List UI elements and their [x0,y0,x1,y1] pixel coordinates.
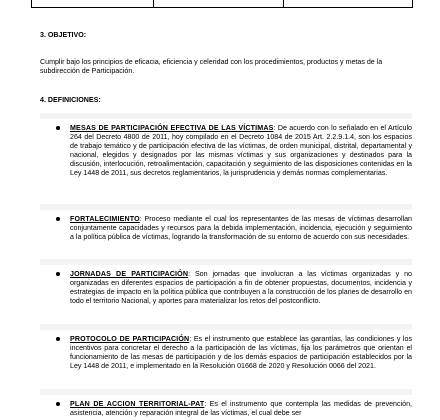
definition-item [70,124,412,179]
section-shading [40,113,412,119]
section-shading [40,259,412,265]
definition-term: JORNADAS DE PARTICIPACIÓN [70,270,189,278]
definition-text: : Proceso mediante el cual los representantes de las mesas de víctimas desarrollan conjuntamente capacidades y recursos para la debida implementación, incidencia, ejecución y seguimiento a la política pública de víctimas, logrando la transformación de su entorno de acuerdo con sus necesidades. [70,215,412,242]
bullet-icon [56,126,60,130]
definition-text: : Son jornadas que involucran a las víctimas organizadas y no organizadas en diferentes espacios de participación a fin de obtener propuestas, documentos, incidencia y estrategias de impacto en la política pública que contribuyen a la construcción de los planes de desarrollo en todo el territorio Nacional, y aportes para materializar los retos del postconflicto. [70,270,413,306]
definition-item [70,270,412,306]
definition-term: FORTALECIMIENTO [70,215,140,223]
definitions-heading: 4. DEFINICIONES: [40,96,101,104]
objective-text: Cumplir bajo los principios de eficacia, eficiencia y celeridad con los procedimientos, productos y metas de la subdirección de Participación. [40,58,383,76]
definition-term: PROTOCOLO DE PARTICIPACIÓN [70,335,190,343]
section-shading [40,389,412,395]
bullet-icon [56,337,60,341]
definition-text: : Es el instrumento que establece las garantías, las condiciones y los incentivos para concretar el derecho a la participación de las víctimas, fija los parámetros que orientan el funcionamiento de las mesas de participación y de los demás espacios de participación establecidos por la Ley 1448 de 2011, e implementado en la Resolución 01668 de 2020 y Resolución 0066 del 2021. [70,335,412,371]
definition-text: : De acuerdo con lo señalado en el Artículo 264 del Decreto 4800 de 2011, hoy compilado en el Decreto 1084 de 2015 Art. 2.2.9.1.4, son los espacios de trabajo temático y de participación efectiva de las víctimas, de orden municipal, distrital, departamental y nacional, elegidos y designados por las mismas víctimas y sus organizaciones y destinados para la discusión, interlocución, retroalimentación, capacitación y seguimiento de las disposiciones contenidas en la Ley 1448 de 2011, sus decretos reglamentarios, la jurisprudencia y demás normas complementarias. [70,124,413,178]
table-divider [153,0,154,7]
definition-item [70,215,412,242]
bullet-icon [56,217,60,221]
definition-item [70,335,412,371]
section-shading [40,204,412,210]
definition-term: PLAN DE ACCION TERRITORIAL-PAT [70,400,205,408]
bullet-icon [56,402,60,406]
bullet-icon [56,272,60,276]
definition-item [70,400,412,418]
definition-term: MESAS DE PARTICIPACIÓN EFECTIVA DE LAS VÍCTIMAS [70,124,274,132]
top-table-row [31,0,413,8]
definition-text: : Es el instrumento que contempla las medidas de prevención, asistencia, atención y reparación integral de las víctimas, el cual debe ser [70,400,412,418]
objective-heading: 3. OBJETIVO: [40,31,87,39]
section-shading [40,324,412,330]
table-divider [283,0,284,7]
